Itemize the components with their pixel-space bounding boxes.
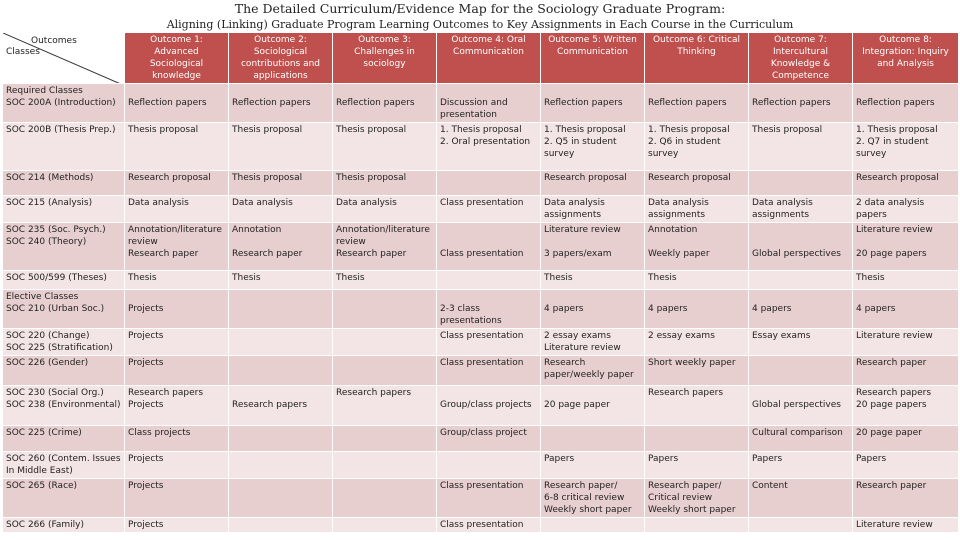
- outcome-1-cell: Research papers Projects: [125, 386, 229, 426]
- outcome-5-cell: [541, 426, 645, 452]
- outcome-8-cell: Research paper: [853, 479, 959, 518]
- outcome-2-cell: [229, 329, 333, 356]
- row-label-cell: [3, 426, 125, 452]
- course-label: SOC 500/599 (Theses): [6, 273, 107, 283]
- course-label: SOC 260 (Contem. Issues In Middle East): [6, 454, 121, 476]
- outcome-5-cell: Papers: [541, 452, 645, 479]
- table-row: [3, 452, 959, 479]
- course-label: SOC 200A (Introduction): [6, 98, 116, 108]
- outcome-3-cell: [333, 518, 437, 533]
- section-label: Elective Classes: [6, 292, 79, 302]
- outcome-1-cell: Projects: [125, 329, 229, 356]
- header-outcome-1: Outcome 1: Advanced Sociological knowledge: [125, 33, 229, 84]
- outcome-7-cell: 4 papers: [749, 290, 853, 329]
- outcome-6-cell: Data analysis assignments: [645, 196, 749, 223]
- classes-axis-label: Classes: [6, 47, 40, 57]
- outcome-1-cell: Projects: [125, 452, 229, 479]
- course-label: SOC 215 (Analysis): [6, 198, 93, 208]
- outcome-3-cell: Thesis proposal: [333, 123, 437, 171]
- outcome-1-cell: Research proposal: [125, 171, 229, 196]
- outcome-2-cell: [229, 290, 333, 329]
- outcome-6-cell: 1. Thesis proposal 2. Q6 in student survey: [645, 123, 749, 171]
- table-row: [3, 290, 959, 329]
- outcome-8-cell: Papers: [853, 452, 959, 479]
- outcome-5-cell: 20 page paper: [541, 386, 645, 426]
- outcome-2-cell: [229, 452, 333, 479]
- outcome-4-cell: Discussion and presentation: [437, 84, 541, 123]
- outcome-6-cell: Papers: [645, 452, 749, 479]
- course-label: SOC 235 (Soc. Psych.) SOC 240 (Theory): [6, 225, 106, 247]
- row-label-cell: [3, 223, 125, 271]
- outcome-3-cell: Thesis proposal: [333, 171, 437, 196]
- outcome-7-cell: Content: [749, 479, 853, 518]
- outcome-2-cell: Annotation Research paper: [229, 223, 333, 271]
- outcome-3-cell: [333, 452, 437, 479]
- outcome-6-cell: Thesis: [645, 271, 749, 290]
- outcome-1-cell: Projects: [125, 518, 229, 533]
- outcome-7-cell: Data analysis assignments: [749, 196, 853, 223]
- outcome-6-cell: [645, 518, 749, 533]
- outcome-7-cell: Thesis proposal: [749, 123, 853, 171]
- outcome-5-cell: [541, 518, 645, 533]
- course-label: SOC 200B (Thesis Prep.): [6, 125, 116, 135]
- outcome-4-cell: [437, 452, 541, 479]
- outcome-1-cell: Data analysis: [125, 196, 229, 223]
- outcome-6-cell: Reflection papers: [645, 84, 749, 123]
- row-label-cell: [3, 479, 125, 518]
- table-row: [3, 426, 959, 452]
- outcome-1-cell: Projects: [125, 290, 229, 329]
- course-label: SOC 266 (Family): [6, 520, 84, 530]
- outcome-8-cell: Research proposal: [853, 171, 959, 196]
- outcome-2-cell: [229, 518, 333, 533]
- outcome-1-cell: Class projects: [125, 426, 229, 452]
- outcome-8-cell: 4 papers: [853, 290, 959, 329]
- outcome-3-cell: Research papers: [333, 386, 437, 426]
- row-label-cell: [3, 329, 125, 356]
- outcome-4-cell: Class presentation: [437, 223, 541, 271]
- page-subtitle: Aligning (Linking) Graduate Program Learning Outcomes to Key Assignments in Each Course in the Curriculum: [166, 18, 794, 31]
- outcome-3-cell: Reflection papers: [333, 84, 437, 123]
- header-outcome-4: Outcome 4: Oral Communication: [437, 33, 541, 84]
- outcome-1-cell: Thesis proposal: [125, 123, 229, 171]
- table-row: [3, 123, 959, 171]
- outcome-1-cell: Thesis: [125, 271, 229, 290]
- outcome-6-cell: Research papers: [645, 386, 749, 426]
- table-row: [3, 271, 959, 290]
- outcome-5-cell: Research paper/ 6-8 critical review Weekly short paper: [541, 479, 645, 518]
- outcome-4-cell: Class presentation: [437, 518, 541, 533]
- header-row: [3, 33, 959, 84]
- outcome-2-cell: Reflection papers: [229, 84, 333, 123]
- outcome-8-cell: 20 page paper: [853, 426, 959, 452]
- course-label: SOC 220 (Change) SOC 225 (Stratification): [6, 331, 113, 353]
- table-row: [3, 386, 959, 426]
- outcome-6-cell: Annotation Weekly paper: [645, 223, 749, 271]
- outcome-5-cell: Reflection papers: [541, 84, 645, 123]
- header-outcome-5: Outcome 5: Written Communication: [541, 33, 645, 84]
- outcome-2-cell: [229, 426, 333, 452]
- outcome-4-cell: Class presentation: [437, 329, 541, 356]
- outcome-2-cell: [229, 356, 333, 386]
- outcome-5-cell: Data analysis assignments: [541, 196, 645, 223]
- outcome-1-cell: Projects: [125, 479, 229, 518]
- course-label: SOC 210 (Urban Soc.): [6, 304, 105, 314]
- outcome-7-cell: Global perspectives: [749, 386, 853, 426]
- course-label: SOC 265 (Race): [6, 481, 78, 491]
- section-label: Required Classes: [6, 86, 83, 96]
- outcome-3-cell: [333, 426, 437, 452]
- outcome-3-cell: [333, 290, 437, 329]
- header-outcome-8: Outcome 8: Integration: Inquiry and Analysis: [853, 33, 959, 84]
- table-row: [3, 356, 959, 386]
- outcome-5-cell: 2 essay exams Literature review: [541, 329, 645, 356]
- outcome-7-cell: Reflection papers: [749, 84, 853, 123]
- outcome-5-cell: Research proposal: [541, 171, 645, 196]
- outcome-4-cell: Group/class projects: [437, 386, 541, 426]
- outcome-3-cell: Annotation/literature review Research paper: [333, 223, 437, 271]
- header-outcome-3: Outcome 3: Challenges in sociology: [333, 33, 437, 84]
- outcome-8-cell: 2 data analysis papers: [853, 196, 959, 223]
- outcome-1-cell: Projects: [125, 356, 229, 386]
- outcome-6-cell: Research proposal: [645, 171, 749, 196]
- outcome-4-cell: Class presentation: [437, 196, 541, 223]
- outcome-3-cell: [333, 356, 437, 386]
- curriculum-map-table: [2, 32, 959, 533]
- row-label-cell: [3, 452, 125, 479]
- outcome-2-cell: Thesis proposal: [229, 171, 333, 196]
- outcome-5-cell: Thesis: [541, 271, 645, 290]
- outcome-5-cell: Literature review 3 papers/exam: [541, 223, 645, 271]
- outcome-8-cell: 1. Thesis proposal 2. Q7 in student survey: [853, 123, 959, 171]
- header-outcome-7: Outcome 7: Intercultural Knowledge & Competence: [749, 33, 853, 84]
- outcome-4-cell: Class presentation: [437, 356, 541, 386]
- outcome-2-cell: Thesis proposal: [229, 123, 333, 171]
- outcome-7-cell: Papers: [749, 452, 853, 479]
- outcome-2-cell: [229, 479, 333, 518]
- outcome-8-cell: Literature review: [853, 518, 959, 533]
- outcome-2-cell: Research papers: [229, 386, 333, 426]
- course-label: SOC 230 (Social Org.) SOC 238 (Environmental): [6, 388, 121, 410]
- page-title: The Detailed Curriculum/Evidence Map for the Sociology Graduate Program:: [234, 1, 726, 16]
- table-row: [3, 223, 959, 271]
- outcome-8-cell: Literature review: [853, 329, 959, 356]
- outcome-7-cell: Essay exams: [749, 329, 853, 356]
- outcome-6-cell: Research paper/ Critical review Weekly short paper: [645, 479, 749, 518]
- table-row: [3, 196, 959, 223]
- outcomes-axis-label: Outcomes: [31, 36, 77, 46]
- table-row: [3, 479, 959, 518]
- table-row: [3, 518, 959, 533]
- outcome-7-cell: [749, 518, 853, 533]
- outcome-4-cell: 2-3 class presentations: [437, 290, 541, 329]
- outcome-7-cell: [749, 356, 853, 386]
- outcome-7-cell: [749, 271, 853, 290]
- table-row: [3, 84, 959, 123]
- outcome-3-cell: Data analysis: [333, 196, 437, 223]
- row-label-cell: [3, 84, 125, 123]
- outcome-6-cell: Short weekly paper: [645, 356, 749, 386]
- outcome-3-cell: [333, 479, 437, 518]
- outcome-8-cell: Research paper: [853, 356, 959, 386]
- header-outcome-6: Outcome 6: Critical Thinking: [645, 33, 749, 84]
- outcome-8-cell: Thesis: [853, 271, 959, 290]
- outcome-6-cell: 2 essay exams: [645, 329, 749, 356]
- outcome-8-cell: Literature review 20 page papers: [853, 223, 959, 271]
- outcome-3-cell: [333, 329, 437, 356]
- outcome-2-cell: Thesis: [229, 271, 333, 290]
- outcome-2-cell: Data analysis: [229, 196, 333, 223]
- row-label-cell: [3, 171, 125, 196]
- outcome-7-cell: [749, 171, 853, 196]
- row-label-cell: [3, 290, 125, 329]
- outcome-8-cell: Research papers 20 page papers: [853, 386, 959, 426]
- outcome-6-cell: 4 papers: [645, 290, 749, 329]
- course-label: SOC 226 (Gender): [6, 358, 89, 368]
- outcome-4-cell: [437, 271, 541, 290]
- corner-cell: [3, 33, 125, 84]
- outcome-6-cell: [645, 426, 749, 452]
- outcome-7-cell: Cultural comparison: [749, 426, 853, 452]
- table-row: [3, 329, 959, 356]
- outcome-5-cell: Research paper/weekly paper: [541, 356, 645, 386]
- outcome-3-cell: Thesis: [333, 271, 437, 290]
- row-label-cell: [3, 386, 125, 426]
- outcome-4-cell: Group/class project: [437, 426, 541, 452]
- outcome-5-cell: 1. Thesis proposal 2. Q5 in student survey: [541, 123, 645, 171]
- outcome-1-cell: Annotation/literature review Research paper: [125, 223, 229, 271]
- header-outcome-2: Outcome 2: Sociological contributions and applications: [229, 33, 333, 84]
- row-label-cell: [3, 518, 125, 533]
- outcome-7-cell: Global perspectives: [749, 223, 853, 271]
- course-label: SOC 225 (Crime): [6, 428, 82, 438]
- outcome-4-cell: Class presentation: [437, 479, 541, 518]
- outcome-8-cell: Reflection papers: [853, 84, 959, 123]
- row-label-cell: [3, 196, 125, 223]
- outcome-5-cell: 4 papers: [541, 290, 645, 329]
- table-row: [3, 171, 959, 196]
- row-label-cell: [3, 123, 125, 171]
- row-label-cell: [3, 271, 125, 290]
- row-label-cell: [3, 356, 125, 386]
- outcome-4-cell: [437, 171, 541, 196]
- course-label: SOC 214 (Methods): [6, 173, 94, 183]
- outcome-1-cell: Reflection papers: [125, 84, 229, 123]
- outcome-4-cell: 1. Thesis proposal 2. Oral presentation: [437, 123, 541, 171]
